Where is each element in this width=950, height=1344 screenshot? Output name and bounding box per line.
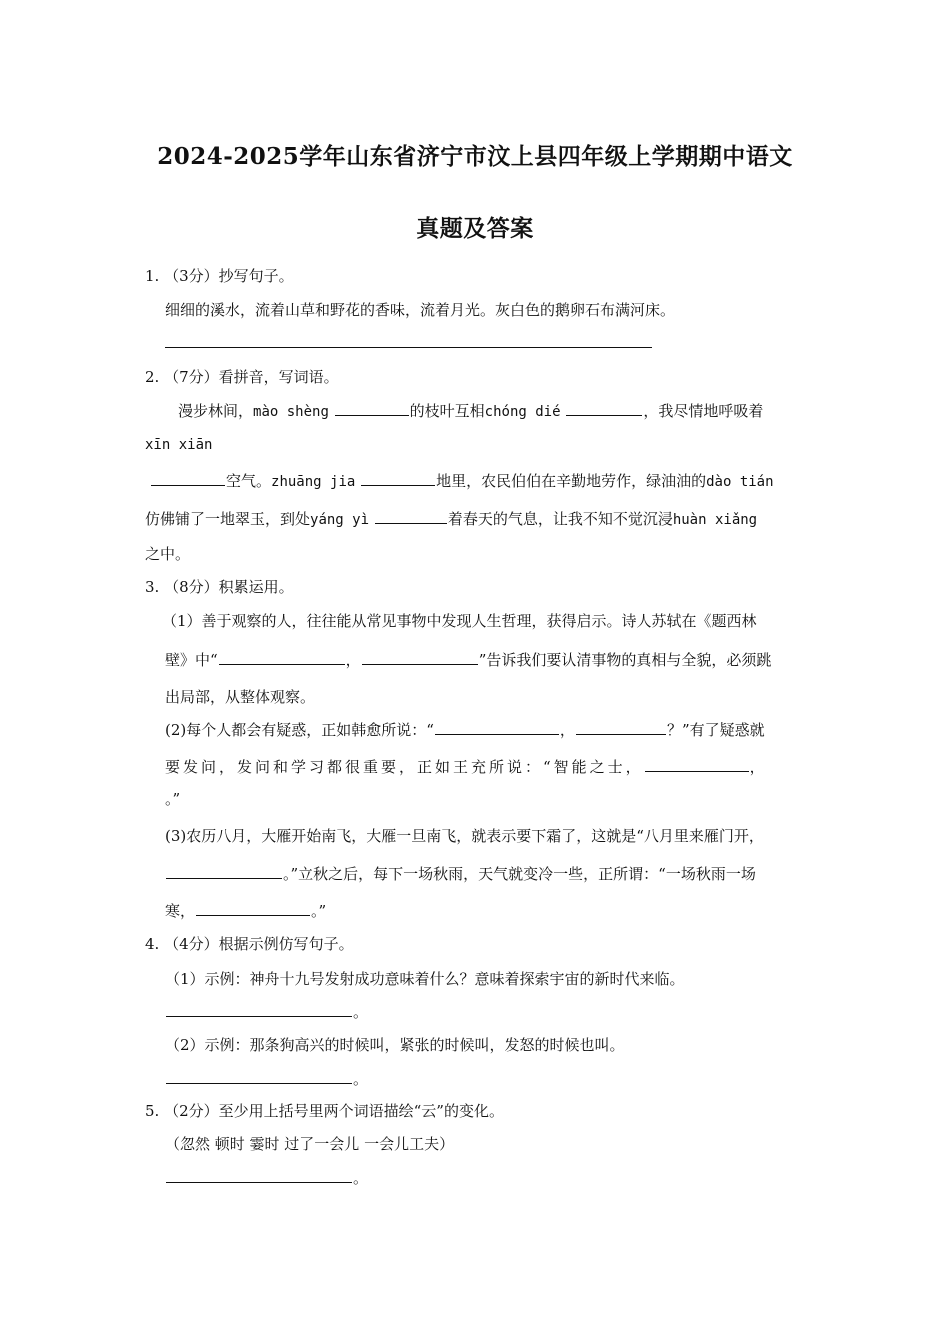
q3-text: ？”有了疑惑就 xyxy=(666,721,765,739)
q3-text: ， xyxy=(559,721,575,739)
q2-line5: 之中。 xyxy=(145,545,191,563)
pinyin: mào shèng xyxy=(253,404,329,420)
pinyin: yáng yì xyxy=(310,512,370,528)
q5-header: 5. （2分）至少用上括号里两个词语描绘“云”的变化。 xyxy=(145,1102,504,1120)
q2-blank-4[interactable] xyxy=(361,469,435,486)
q2-line3 xyxy=(150,469,774,491)
q3-blank-4[interactable] xyxy=(576,718,666,735)
q3-p3-line2 xyxy=(165,862,756,884)
q3-p3-line1: (3)农历八月，大雁开始南飞，大雁一旦南飞，就表示要下霜了，这就是“八月里来雁门开， xyxy=(165,827,764,845)
q2-blank-3[interactable] xyxy=(151,469,225,486)
pinyin: chóng dié xyxy=(484,404,561,420)
q2-blank-1[interactable] xyxy=(335,399,409,416)
q4-text: 。 xyxy=(353,1003,369,1021)
q3-text: ”告诉我们要认清事物的真相与全貌，必须跳 xyxy=(478,651,772,669)
q3-p1-line2 xyxy=(165,648,771,670)
q3-text: 寒， xyxy=(165,902,196,920)
q3-blank-5[interactable] xyxy=(645,755,749,772)
q4-blank-1[interactable] xyxy=(166,1000,352,1017)
q4-answer-1 xyxy=(165,1000,368,1022)
q1-header: 1. （3分）抄写句子。 xyxy=(145,267,294,285)
q3-text: 。” xyxy=(311,902,327,920)
q4-header: 4. （4分）根据示例仿写句子。 xyxy=(145,935,354,953)
q3-text: 要发问，发问和学习都很重要，正如王充所说：“智能之士， xyxy=(165,758,644,776)
q3-blank-6[interactable] xyxy=(166,862,282,879)
doc-title-line2: 真题及答案 xyxy=(416,215,534,242)
q5-words: （忽然 顿时 霎时 过了一会儿 一会儿工夫） xyxy=(165,1135,455,1153)
q2-line4 xyxy=(145,507,757,529)
q5-blank[interactable] xyxy=(166,1166,352,1183)
q4-answer-2 xyxy=(165,1067,368,1089)
q3-blank-1[interactable] xyxy=(219,648,345,665)
q5-text: 。 xyxy=(353,1169,369,1187)
q2-line1 xyxy=(178,399,763,421)
q3-p1-line1: （1）善于观察的人，往往能从常见事物中发现人生哲理，获得启示。诗人苏轼在《题西林 xyxy=(162,612,757,630)
q3-text: ， xyxy=(345,651,361,669)
q2-text: 空气。 xyxy=(226,472,272,490)
pinyin: huàn xiǎng xyxy=(672,512,758,528)
pinyin: zhuāng jia xyxy=(271,474,356,490)
q3-blank-3[interactable] xyxy=(435,718,559,735)
pinyin: xīn xiān xyxy=(145,437,213,453)
q4-blank-2[interactable] xyxy=(166,1067,352,1084)
q2-text: 仿佛铺了一地翠玉，到处 xyxy=(145,510,311,528)
q2-blank-6[interactable] xyxy=(375,507,447,524)
doc-title-line1: 2024-2025学年山东省济宁市汶上县四年级上学期期中语文 xyxy=(157,143,793,170)
q3-blank-2[interactable] xyxy=(362,648,478,665)
q2-text: 地里，农民伯伯在辛勤地劳作，绿油油的 xyxy=(436,472,707,490)
q4-text: 。 xyxy=(353,1070,369,1088)
q3-text: 。”立秋之后，每下一场秋雨，天气就变冷一些，正所谓：“一场秋雨一场 xyxy=(283,865,756,883)
q2-text: 漫步林间， xyxy=(178,402,254,420)
q5-answer xyxy=(165,1166,368,1188)
q2-header: 2. （7分）看拼音，写词语。 xyxy=(145,368,339,386)
q3-p1-line3: 出局部，从整体观察。 xyxy=(165,688,316,706)
q4-example-1: （1）示例：神舟十九号发射成功意味着什么？意味着探索宇宙的新时代来临。 xyxy=(165,970,685,988)
q1-answer-line[interactable] xyxy=(165,346,652,348)
q3-p3-line3 xyxy=(165,899,326,921)
q3-text: 壁》中“ xyxy=(165,651,218,669)
q4-example-2: （2）示例：那条狗高兴的时候叫，紧张的时候叫，发怒的时候也叫。 xyxy=(165,1036,625,1054)
q2-text: 的枝叶互相 xyxy=(409,402,485,420)
q3-header: 3. （8分）积累运用。 xyxy=(145,578,294,596)
q3-p2-line1 xyxy=(165,718,765,740)
q2-text: ，我尽情地呼吸着 xyxy=(643,402,764,420)
q2-text: 着春天的气息，让我不知不觉沉浸 xyxy=(447,510,673,528)
pinyin: dào tián xyxy=(706,474,774,490)
q3-text: (2)每个人都会有疑惑，正如韩愈所说：“ xyxy=(165,721,434,739)
q3-text: ， xyxy=(749,758,768,776)
q3-p2-line2 xyxy=(165,755,768,777)
q2-blank-2[interactable] xyxy=(566,399,642,416)
q3-p2-line3: 。” xyxy=(165,790,181,808)
q1-sentence: 细细的溪水，流着山草和野花的香味，流着月光。灰白色的鹅卵石布满河床。 xyxy=(165,301,676,319)
q3-blank-7[interactable] xyxy=(196,899,310,916)
